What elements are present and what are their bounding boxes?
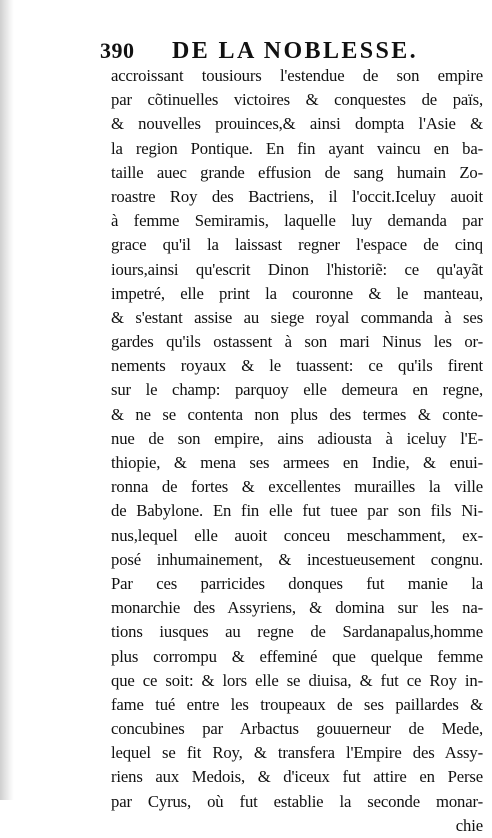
text-line: thiopie, & mena ses armees en Indie, & enui- bbox=[111, 453, 483, 472]
text-line: & nouvelles prouinces,& ainsi dompta l'Asie & bbox=[111, 114, 483, 134]
text-line: la region Pontique. En fin ayant vaincu en ba- bbox=[111, 138, 483, 158]
text-line: gardes qu'ils ostassent à son mari Ninus les or- bbox=[111, 332, 483, 352]
text-line: lequel se fit Roy, & transfera l'Empire des Assy- bbox=[111, 743, 483, 763]
text-line: iours,ainsi qu'escrit Dinon l'historiẽ: ce qu'ayãt bbox=[111, 259, 483, 279]
text-line: de Babylone. En fin elle fut tuee par son fils Ni- bbox=[111, 501, 483, 521]
text-line: & s'estant assise au siege royal commanda à ses bbox=[111, 307, 483, 327]
text-line: nus,lequel elle auoit conceu meschamment, ex- bbox=[111, 525, 483, 545]
text-line: par cõtinuelles victoires & conquestes de païs, bbox=[111, 90, 483, 110]
text-line: roastre Roy des Bactriens, il l'occit.Iceluy auoit bbox=[111, 186, 483, 206]
text-line: nue de son empire, ains adiousta à iceluy l'E- bbox=[111, 428, 483, 448]
text-line: à femme Semiramis, laquelle luy demanda par bbox=[111, 211, 483, 231]
text-line: tions iusques au regne de Sardanapalus,homme bbox=[111, 622, 483, 642]
text-line: monarchie des Assyriens, & domina sur les na- bbox=[111, 598, 483, 618]
text-line: par Cyrus, où fut establie la seconde monar- bbox=[111, 791, 483, 811]
page-number: 390 bbox=[100, 38, 135, 63]
text-line-catchword: chie bbox=[455, 815, 483, 835]
running-head: DE LA NOBLESSE. bbox=[172, 38, 419, 64]
text-line: Par ces parricides donques fut manie la bbox=[111, 573, 483, 593]
text-line: plus corrompu & effeminé que quelque femme bbox=[111, 646, 483, 666]
text-line: taille auec grande effusion de sang humain Zo- bbox=[111, 162, 483, 182]
text-line: posé inhumainement, & incestueusement congnu. bbox=[111, 549, 483, 569]
text-line: ronna de fortes & excellentes murailles la ville bbox=[111, 477, 483, 497]
text-line: impetré, elle print la couronne & le manteau, bbox=[111, 283, 483, 303]
text-line: & ne se contenta non plus des termes & conte- bbox=[111, 404, 483, 424]
page-header bbox=[100, 36, 450, 66]
text-line: fame tué entre les troupeaux de ses paillardes & bbox=[111, 694, 483, 714]
text-line: accroissant tousiours l'estendue de son empire bbox=[111, 66, 483, 85]
text-line: nements royaux & le tuassent: ce qu'ils firent bbox=[111, 356, 483, 376]
text-line: que ce soit: & lors elle se diuisa, & fut ce Roy in- bbox=[111, 670, 483, 690]
body-text bbox=[111, 64, 483, 838]
text-line: sur le champ: parquoy elle demeura en regne, bbox=[111, 380, 483, 400]
text-line: grace qu'il la laissast regner l'espace de cinq bbox=[111, 235, 483, 255]
text-line: riens aux Medois, & d'iceux fut attire en Perse bbox=[111, 767, 483, 787]
text-line: concubines par Arbactus gouuerneur de Mede, bbox=[111, 719, 483, 739]
